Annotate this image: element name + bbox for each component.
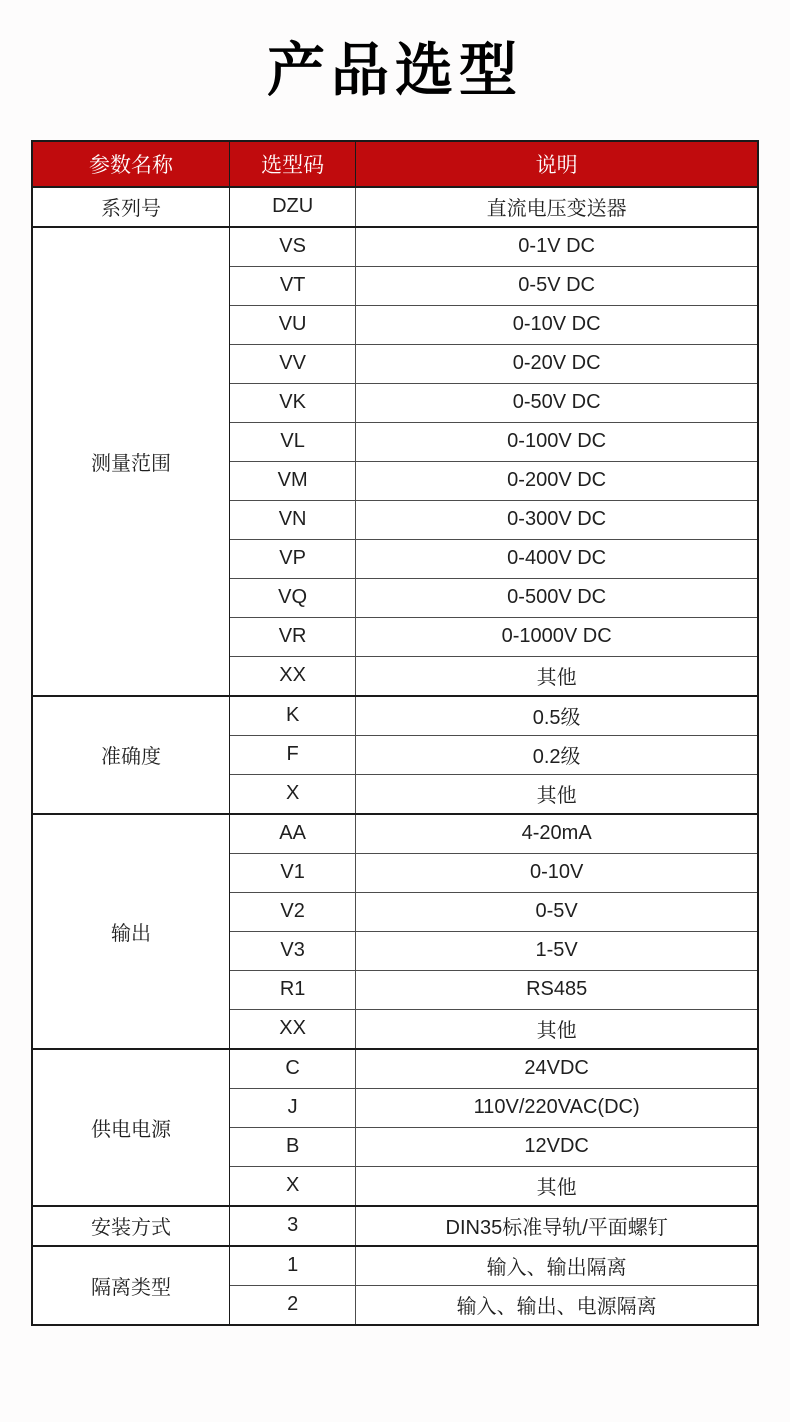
- param-cell-measure-range: 测量范围: [32, 227, 229, 696]
- param-cell-accuracy: 准确度: [32, 696, 229, 814]
- code-cell: V1: [229, 853, 355, 892]
- code-cell: K: [229, 696, 355, 736]
- table-row: [32, 1206, 758, 1246]
- code-cell: XX: [229, 656, 355, 696]
- desc-cell: 其他: [356, 1009, 758, 1049]
- code-cell: DZU: [229, 187, 355, 227]
- code-cell: R1: [229, 970, 355, 1009]
- desc-cell: 0-500V DC: [356, 578, 758, 617]
- desc-cell: 0-1000V DC: [356, 617, 758, 656]
- desc-cell: 0.5级: [356, 696, 758, 736]
- desc-cell: 其他: [356, 774, 758, 814]
- table-row: [32, 187, 758, 227]
- desc-cell: 0-200V DC: [356, 461, 758, 500]
- desc-cell: 0-400V DC: [356, 539, 758, 578]
- code-cell: VM: [229, 461, 355, 500]
- param-cell-output: 输出: [32, 814, 229, 1049]
- desc-cell: 24VDC: [356, 1049, 758, 1089]
- desc-cell: 0-50V DC: [356, 383, 758, 422]
- page-title: 产品选型: [266, 38, 523, 103]
- desc-cell: RS485: [356, 970, 758, 1009]
- code-cell: V3: [229, 931, 355, 970]
- table-row: [32, 814, 758, 854]
- param-cell-power-supply: 供电电源: [32, 1049, 229, 1206]
- code-cell: F: [229, 735, 355, 774]
- code-cell: VL: [229, 422, 355, 461]
- table-row: [32, 227, 758, 267]
- code-cell: VK: [229, 383, 355, 422]
- code-cell: VS: [229, 227, 355, 267]
- desc-cell: 1-5V: [356, 931, 758, 970]
- desc-cell: 其他: [356, 656, 758, 696]
- code-cell: X: [229, 774, 355, 814]
- code-cell: 3: [229, 1206, 355, 1246]
- code-cell: XX: [229, 1009, 355, 1049]
- desc-cell: 0-300V DC: [356, 500, 758, 539]
- desc-cell: 0-5V DC: [356, 266, 758, 305]
- code-cell: VU: [229, 305, 355, 344]
- code-cell: J: [229, 1088, 355, 1127]
- col-header-selection-code: 选型码: [229, 141, 355, 187]
- param-cell-series-number: 系列号: [32, 187, 229, 227]
- product-selection-table: [31, 140, 759, 1326]
- table-row: [32, 696, 758, 736]
- code-cell: VN: [229, 500, 355, 539]
- desc-cell: 0-5V: [356, 892, 758, 931]
- code-cell: VT: [229, 266, 355, 305]
- desc-cell: DIN35标准导轨/平面螺钉: [356, 1206, 758, 1246]
- param-cell-isolation: 隔离类型: [32, 1246, 229, 1325]
- code-cell: V2: [229, 892, 355, 931]
- desc-cell: 0-10V: [356, 853, 758, 892]
- desc-cell: 输入、输出、电源隔离: [356, 1285, 758, 1325]
- code-cell: VV: [229, 344, 355, 383]
- code-cell: B: [229, 1127, 355, 1166]
- code-cell: X: [229, 1166, 355, 1206]
- desc-cell: 110V/220VAC(DC): [356, 1088, 758, 1127]
- table-row: [32, 1246, 758, 1286]
- code-cell: 1: [229, 1246, 355, 1286]
- table-row: [32, 1049, 758, 1089]
- code-cell: VP: [229, 539, 355, 578]
- desc-cell: 0.2级: [356, 735, 758, 774]
- desc-cell: 0-1V DC: [356, 227, 758, 267]
- header-row: [32, 141, 758, 187]
- desc-cell: 直流电压变送器: [356, 187, 758, 227]
- desc-cell: 12VDC: [356, 1127, 758, 1166]
- desc-cell: 0-10V DC: [356, 305, 758, 344]
- col-header-param-name: 参数名称: [32, 141, 229, 187]
- code-cell: VR: [229, 617, 355, 656]
- code-cell: C: [229, 1049, 355, 1089]
- desc-cell: 输入、输出隔离: [356, 1246, 758, 1286]
- param-cell-mounting: 安装方式: [32, 1206, 229, 1246]
- code-cell: AA: [229, 814, 355, 854]
- code-cell: 2: [229, 1285, 355, 1325]
- col-header-description: 说明: [356, 141, 758, 187]
- desc-cell: 0-100V DC: [356, 422, 758, 461]
- desc-cell: 0-20V DC: [356, 344, 758, 383]
- desc-cell: 其他: [356, 1166, 758, 1206]
- desc-cell: 4-20mA: [356, 814, 758, 854]
- code-cell: VQ: [229, 578, 355, 617]
